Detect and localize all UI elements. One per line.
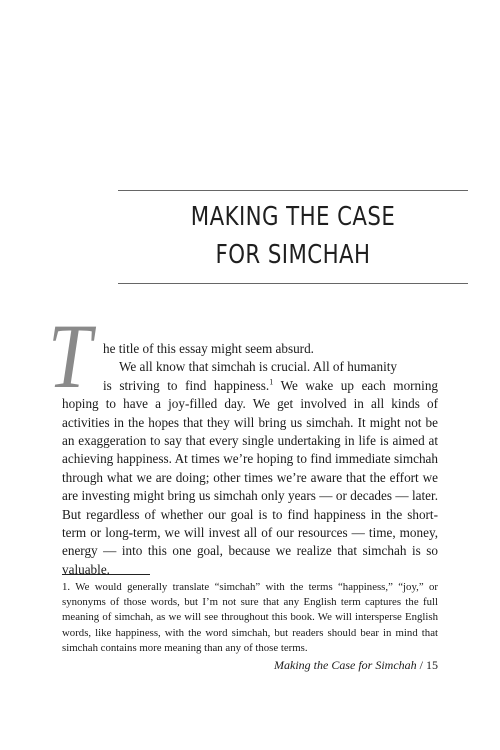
footer-separator: /	[416, 658, 426, 672]
footnote-rule	[62, 574, 150, 575]
footnote: 1. We would generally translate “simchah” with the terms “happiness,” “joy,” or synonyms of those words, but I’m not sure that any English term captures the full meaning of simchah, as we will see throughout this book. We will intersperse English words, like happiness, with the word simchah, but readers should bear in mind that simchah contains more meaning than any of those terms.	[62, 581, 438, 654]
opening-line: he title of this essay might seem absurd.	[103, 341, 314, 356]
chapter-title	[150, 198, 437, 274]
page-footer	[62, 658, 438, 673]
paragraph-2-rest: We wake up each morning hoping to have a joy-filled day. We get involved in all kinds of activities in the hopes that they will bring us simchah. It might not be an exaggeration to say that every single undertaking in life is aimed at achieving happiness. At times we’re hoping to find immediate simchah through what we are doing; other times we’re aware that the effort we are investing might bring us simchah only years — or decades — later. But regardless of whether our goal is to find happiness in the short-term or long-term, we will invest all of our resources — time, money, energy — into this one goal, because we realize that simchah is so valuable.	[62, 377, 439, 577]
running-title: Making the Case for Simchah	[274, 658, 417, 672]
paragraph-2-lead: is striving to find happiness.	[103, 377, 270, 393]
title-rule-bottom	[118, 283, 468, 284]
footnote-ref[interactable]: 1	[269, 377, 274, 387]
title-rule-top	[118, 190, 468, 191]
drop-cap: T	[48, 305, 92, 407]
paragraph-2	[62, 377, 438, 579]
chapter-title-line-1: MAKING THE CASE	[190, 202, 396, 232]
paragraph-2-line-1: We all know that simchah is crucial. All of humanity	[119, 359, 398, 375]
page-number: 15	[426, 658, 438, 672]
chapter-title-line-2: FOR SIMCHAH	[215, 240, 371, 270]
body-text	[62, 340, 438, 579]
